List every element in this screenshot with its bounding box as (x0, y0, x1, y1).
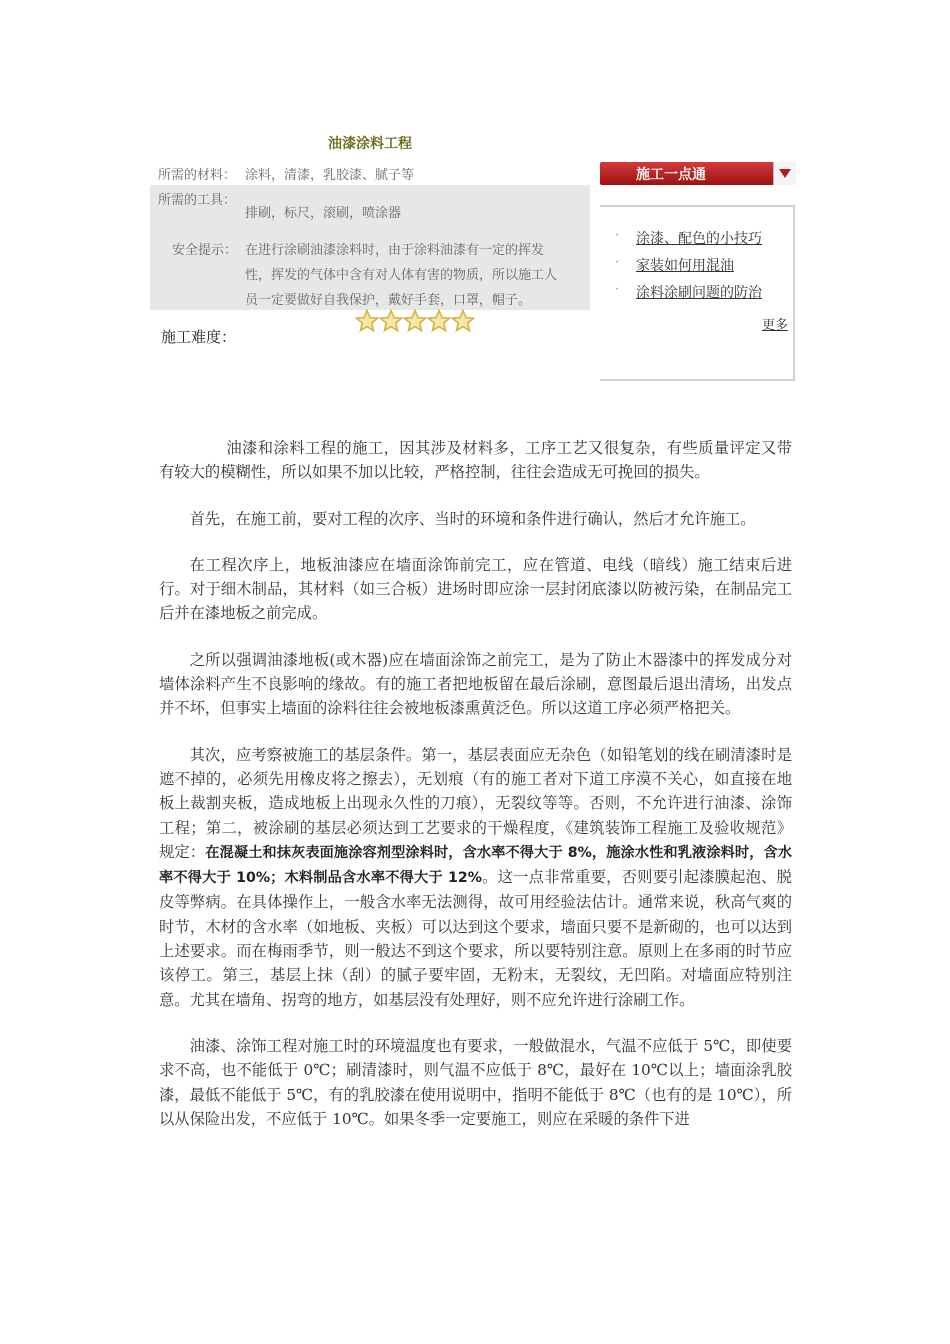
page-title: 油漆涂料工程 (328, 136, 412, 152)
bullet-icon: · (615, 282, 620, 297)
star-icon (355, 309, 379, 333)
more-link[interactable]: 更多 (762, 318, 789, 333)
materials-label: 所需的材料： (158, 168, 237, 183)
safety-label: 安全提示： (172, 243, 238, 258)
materials-value: 涂料，清漆，乳胶漆、腻子等 (245, 168, 415, 183)
bullet-icon: · (615, 228, 620, 243)
paragraph: 首先，在施工前，要对工程的次序、当时的环境和条件进行确认，然后才允许施工。 (189, 509, 756, 528)
article-body (159, 436, 792, 1153)
regulation-highlight: 在混凝土和抹灰表面施涂容剂型涂料时，含水率不得大于 8%，施涂水性和乳液涂料时，含水率不得大于 10%；木料制品含水率不得大于 12% (159, 844, 792, 887)
dropdown-arrow-icon[interactable] (773, 162, 796, 185)
sidebar-header-title: 施工一点通 (636, 167, 706, 183)
sidebar-header (600, 162, 796, 185)
sidebar-link-mixed-oil[interactable]: 家装如何用混油 (636, 258, 734, 274)
safety-line-3: 员一定要做好自我保护，戴好手套，口罩，帽子。 (245, 293, 532, 308)
paragraph: 之所以强调油漆地板(或木器)应在墙面涂饰之前完工，是为了防止木器漆中的挥发成分对墙体涂料产生不良影响的缘故。有的施工者把地板留在最后涂刷，意图最后退出清场，出发点并不坏，但事实上墙面的涂料往往会被地板漆熏黄泛色。所以这道工序必须严格把关。 (159, 650, 792, 718)
difficulty-label: 施工难度： (161, 328, 237, 346)
star-icon (403, 309, 427, 333)
list-item (612, 228, 762, 255)
paragraph: 油漆和涂料工程的施工，因其涉及材料多，工序工艺又很复杂，有些质量评定又带有较大的模糊性，所以如果不加以比较，严格控制，往往会造成无可挽回的损失。 (159, 439, 792, 482)
bullet-icon: · (615, 255, 620, 270)
star-icon (379, 309, 403, 333)
paragraph-text: 其次，应考察被施工的基层条件。第一，基层表面应无杂色（如铅笔划的线在刷清漆时是遮不掉的，必须先用橡皮将之擦去），无划痕（有的施工者对下道工序漠不关心，如直接在地板上裁割夹板，造成地板上出现永久性的刀痕），无裂纹等等。否则，不允许进行油漆、涂饰工程；第二，被涂刷的基层必须达到工艺要求的干燥程度，《建筑装饰工程施工及验收规范》规定： (159, 745, 792, 861)
safety-line-1: 在进行涂刷油漆涂料时，由于涂料油漆有一定的挥发 (245, 243, 545, 258)
sidebar-link-list (612, 228, 762, 309)
paragraph: 在工程次序上，地板油漆应在墙面涂饰前完工，应在管道、电线（暗线）施工结束后进行。对于细木制品，其材料（如三合板）进场时即应涂一层封闭底漆以防被污染，在制品完工后并在漆地板之前完成。 (159, 555, 792, 623)
list-item (612, 255, 762, 282)
star-icon (427, 309, 451, 333)
tools-label: 所需的工具： (158, 193, 237, 208)
paragraph (159, 743, 792, 1012)
safety-line-2: 性，挥发的气体中含有对人体有害的物质，所以施工人 (245, 268, 558, 283)
list-item (612, 282, 762, 309)
sidebar-link-coating-problems[interactable]: 涂料涂刷问题的防治 (636, 285, 762, 301)
difficulty-rating (355, 309, 475, 333)
tools-value: 排刷，标尺，滚刷，喷涂器 (245, 206, 402, 221)
paragraph: 油漆、涂饰工程对施工时的环境温度也有要求，一般做混水，气温不应低于 5℃，即使要求不高，也不能低于 0℃；刷清漆时，则气温不应低于 8℃，最好在 10℃以上；墙面涂乳胶漆，最低不能低于 5℃，有的乳胶漆在使用说明中，指明不能低于 8℃（也有的是 10℃），所以从保险出发，不应低于 10℃。如果冬季一定要施工，则应在采暖的条件下进 (159, 1036, 792, 1128)
star-icon (451, 309, 475, 333)
paragraph-text: 。这一点非常重要，否则要引起漆膜起泡、脱皮等弊病。在具体操作上，一般含水率无法测得，故可用经验法估计。通常来说，秋高气爽的时节，木材的含水率（如地板、夹板）可以达到这个要求，墙面只要不是新砌的，也可以达到上述要求。而在梅雨季节，则一般达不到这个要求，所以要特别注意。原则上在多雨的时节应该停工。第三，基层上抹（刮）的腻子要牢固，无粉末，无裂纹，无凹陷。对墙面应特别注意。尤其在墙角、拐弯的地方，如基层没有处理好，则不应允许进行涂刷工作。 (159, 868, 792, 1009)
sidebar-link-color-tips[interactable]: 涂漆、配色的小技巧 (636, 231, 762, 247)
